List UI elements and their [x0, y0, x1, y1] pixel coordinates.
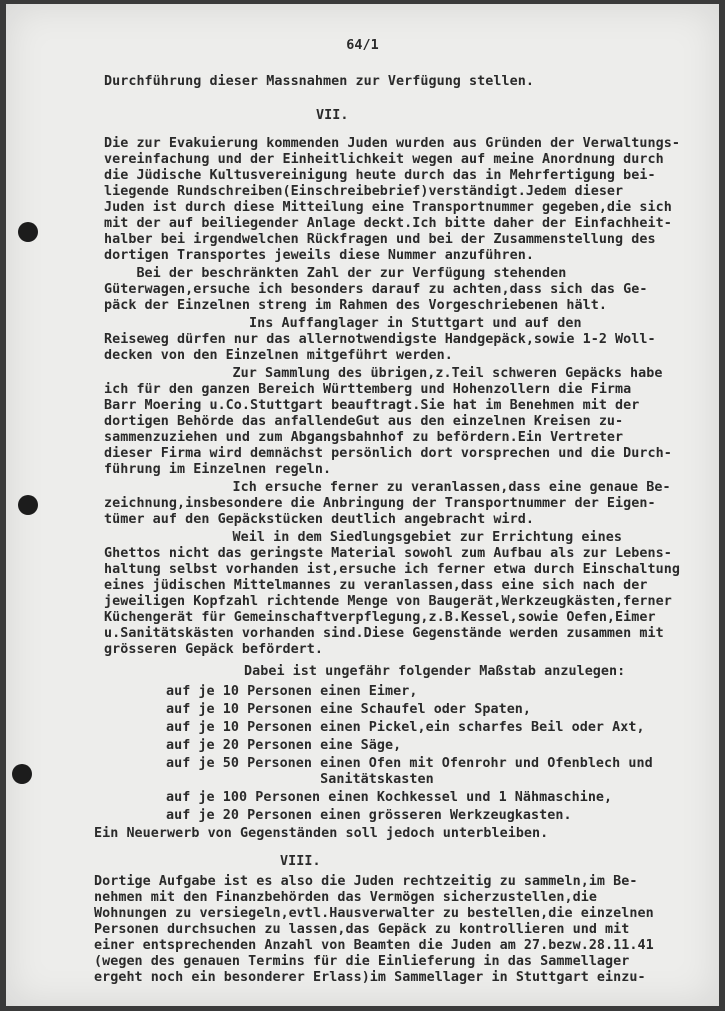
punch-hole-top: [18, 222, 38, 242]
text-line: Barr Moering u.Co.Stuttgart beauftragt.Sie hat im Benehmen mit der: [104, 398, 640, 413]
text-line: (wegen des genauen Termins für die Einlieferung in das Sammellager: [94, 954, 630, 969]
text-line: Küchengerät für Gemeinschaftverpflegung,z.B.Kessel,sowie Oefen,Eimer: [104, 610, 656, 625]
text-line: Ich ersuche ferner zu veranlassen,dass eine genaue Be-: [192, 480, 671, 495]
text-line: führung im Einzelnen regeln.: [104, 462, 332, 477]
typewritten-document-page: [6, 4, 719, 1006]
scale-item: auf je 50 Personen einen Ofen mit Ofenrohr und Ofenblech und: [166, 756, 653, 771]
section-heading-vii: VII.: [316, 108, 349, 123]
text-line: mit der auf beiliegender Anlage deckt.Ich bitte daher der Einfachheit-: [104, 216, 672, 231]
text-line: zeichnung,insbesondere die Anbringung der Transportnummer der Eigen-: [104, 496, 656, 511]
text-line: einer entsprechenden Anzahl von Beamten die Juden am 27.bezw.28.11.41: [94, 938, 654, 953]
text-line: decken von den Einzelnen mitgeführt werden.: [104, 348, 453, 363]
scale-intro: Dabei ist ungefähr folgender Maßstab anzulegen:: [244, 664, 626, 679]
text-line: päck der Einzelnen streng im Rahmen des Vorgeschriebenen hält.: [104, 298, 607, 313]
text-line: Ins Auffanglager in Stuttgart und auf den: [176, 316, 582, 331]
page-number: 64/1: [346, 38, 379, 53]
text-line: u.Sanitätskästen vorhanden sind.Diese Gegenstände werden zusammen mit: [104, 626, 664, 641]
text-line: Bei der beschränkten Zahl der zur Verfügung stehenden: [104, 266, 567, 281]
text-line: halber bei irgendwelchen Rückfragen und bei der Zusammenstellung des: [104, 232, 656, 247]
scale-item: auf je 100 Personen einen Kochkessel und 1 Nähmaschine,: [166, 790, 613, 805]
text-line: nehmen mit den Finanzbehörden das Vermögen sicherzustellen,die: [94, 890, 597, 905]
scale-item: auf je 10 Personen einen Pickel,ein scharfes Beil oder Axt,: [166, 720, 645, 735]
text-line: dortigen Behörde das anfallendeGut aus den einzelnen Kreisen zu-: [104, 414, 624, 429]
text-line: Wohnungen zu versiegeln,evtl.Hausverwalter zu bestellen,die einzelnen: [94, 906, 654, 921]
text-line: grösseren Gepäck befördert.: [104, 642, 324, 657]
text-line: Reiseweg dürfen nur das allernotwendigste Handgepäck,sowie 1-2 Woll-: [104, 332, 656, 347]
section-heading-viii: VIII.: [280, 854, 321, 869]
text-line: Personen durchsuchen zu lassen,das Gepäck zu kontrollieren und mit: [94, 922, 630, 937]
scale-item: auf je 10 Personen eine Schaufel oder Spaten,: [166, 702, 532, 717]
opening-line: Durchführung dieser Massnahmen zur Verfügung stellen.: [104, 74, 534, 89]
text-line: eines jüdischen Mittelmannes zu veranlassen,dass eine sich nach der: [104, 578, 648, 593]
scale-outro: Ein Neuerwerb von Gegenständen soll jedoch unterbleiben.: [94, 826, 549, 841]
text-line: tümer auf den Gepäckstücken deutlich angebracht wird.: [104, 512, 534, 527]
text-line: die Jüdische Kultusvereinigung heute durch das in Mehrfertigung bei-: [104, 168, 656, 183]
text-line: jeweiligen Kopfzahl richtende Menge von Baugerät,Werkzeugkästen,ferner: [104, 594, 672, 609]
text-line: Die zur Evakuierung kommenden Juden wurden aus Gründen der Verwaltungs-: [104, 136, 680, 151]
text-line: Zur Sammlung des übrigen,z.Teil schweren Gepäcks habe: [192, 366, 663, 381]
text-line: liegende Rundschreiben(Einschreibebrief)verständigt.Jedem dieser: [104, 184, 624, 199]
punch-hole-middle: [18, 495, 38, 515]
scale-item: Sanitätskasten: [166, 772, 434, 787]
text-line: Dortige Aufgabe ist es also die Juden rechtzeitig zu sammeln,im Be-: [94, 874, 638, 889]
punch-hole-bottom: [12, 764, 32, 784]
scale-item: auf je 10 Personen einen Eimer,: [166, 684, 418, 699]
text-line: dieser Firma wird demnächst persönlich dort vorsprechen und die Durch-: [104, 446, 672, 461]
scale-item: auf je 20 Personen eine Säge,: [166, 738, 402, 753]
text-line: sammenzuziehen und zum Abgangsbahnhof zu befördern.Ein Vertreter: [104, 430, 624, 445]
text-line: Juden ist durch diese Mitteilung eine Transportnummer gegeben,die sich: [104, 200, 672, 215]
scale-item: auf je 20 Personen einen grösseren Werkzeugkasten.: [166, 808, 572, 823]
text-line: Ghettos nicht das geringste Material sowohl zum Aufbau als zur Lebens-: [104, 546, 672, 561]
text-line: vereinfachung und der Einheitlichkeit wegen auf meine Anordnung durch: [104, 152, 664, 167]
text-line: Weil in dem Siedlungsgebiet zur Errichtung eines: [192, 530, 622, 545]
text-line: haltung selbst vorhanden ist,ersuche ich ferner etwa durch Einschaltung: [104, 562, 680, 577]
text-line: ergeht noch ein besonderer Erlass)im Sammellager in Stuttgart einzu-: [94, 970, 646, 985]
text-line: ich für den ganzen Bereich Württemberg und Hohenzollern die Firma: [104, 382, 632, 397]
text-line: dortigen Transportes jeweils diese Nummer anzuführen.: [104, 248, 534, 263]
text-line: Güterwagen,ersuche ich besonders darauf zu achten,dass sich das Ge-: [104, 282, 648, 297]
